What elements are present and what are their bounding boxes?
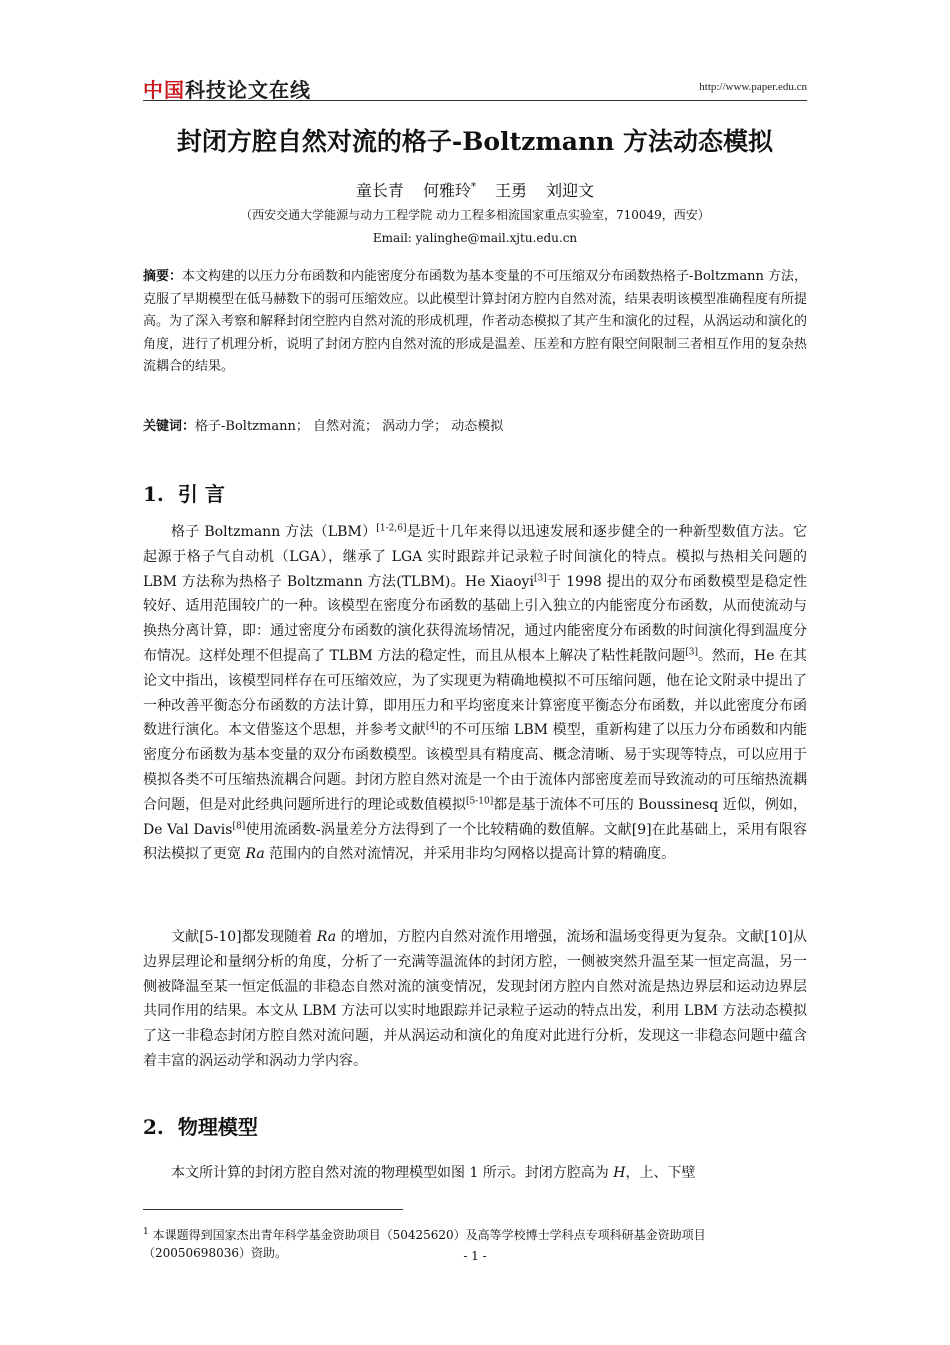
section-heading-physical-model (143, 1111, 258, 1140)
text-run: 。然而，He 在其论文中指出，该模型同样存在可压缩效应，为了实现更为精确地模拟不可压缩问题，他在论文附录中提出了一种改善平衡态分布函数的方法计算，即用压力和平均密度来计算密度平衡态分布函数，并以此密度分布函数进行演化。本文借鉴这个思想，并参考文献 (143, 647, 807, 739)
text-run: 使用流函数-涡量差分方法得到了一个比较精确的数值解。文献[9]在此基础上，采用有限容积法模拟了更宽 (143, 821, 808, 863)
text-run: 的增加，方腔内自然对流作用增强，流场和温场变得更为复杂。文献[10]从边界层理论和量纲分析的角度，分析了一充满等温流体的封闭方腔，一侧被突然升温至某一恒定高温，另一侧被降温至某一恒定低温的非稳态自然对流的演变情况，发现封闭方腔内自然对流是热边界层和运动边界层共同作用的结果。本文从 LBM 方法可以实时地跟踪并记录粒子运动的特点出发，利用 LBM 方法动态模拟了这一非稳态封闭方腔自然对流问题，并从涡运动和演化的角度对此进行分析，发现这一非稳态问题中蕴含着丰富的涡运动学和涡动力学内容。 (143, 929, 807, 1069)
logo-part-2: 科技论文在线 (185, 78, 311, 102)
text-run: ，上、下壁 (625, 1165, 696, 1181)
site-url[interactable]: http://www.paper.edu.cn (699, 81, 807, 93)
footnote-line-2: （20050698036）资助。 (143, 1246, 287, 1260)
rayleigh-symbol: Ra (245, 846, 265, 863)
section-title: 物理模型 (177, 1115, 258, 1139)
citation[interactable]: [1-2,6] (376, 523, 407, 534)
section-number: 2. (143, 1115, 164, 1139)
height-symbol: H (613, 1165, 626, 1181)
abstract-label: 摘要： (143, 269, 183, 284)
affiliation: （西安交通大学能源与动力工程学院 动力工程多相流国家重点实验室，710049，西安） (240, 208, 710, 222)
text-run: 是近十几年来得以迅速发展和逐步健全的一种新型数值方法。它起源于格子气自动机（LGA），继承了 LGA 实时跟踪并记录粒子时间演化的特点。模拟与热相关问题的 LBM 方法称为热格子 Boltzmann 方法(TLBM)。He Xiaoyi (143, 524, 808, 590)
text-run: 格子 Boltzmann 方法（LBM） (171, 524, 377, 540)
model-paragraph-1 (143, 1161, 807, 1186)
citation[interactable]: [5-10] (466, 796, 494, 807)
keywords-label: 关键词： (143, 419, 196, 434)
intro-paragraph-2 (143, 925, 807, 1074)
text-run: 范围内的自然对流情况，并采用非均匀网格以提高计算的精确度。 (264, 846, 676, 863)
citation[interactable]: [3] (685, 647, 699, 658)
page-header (143, 72, 807, 101)
intro-paragraph-1 (143, 520, 807, 867)
keywords-text: 格子-Boltzmann； 自然对流； 涡动力学； 动态模拟 (195, 419, 504, 434)
text-run: 本文所计算的封闭方腔自然对流的物理模型如图 1 所示。封闭方腔高为 (171, 1165, 614, 1181)
rayleigh-symbol: Ra (316, 929, 337, 945)
citation[interactable]: [3] (533, 572, 547, 583)
citation[interactable]: [4] (425, 721, 439, 732)
section-title: 引 言 (177, 482, 225, 506)
paper-title: 封闭方腔自然对流的格子-Boltzmann 方法动态模拟 (176, 127, 774, 156)
author-email[interactable]: Email: yalinghe@mail.xjtu.edu.cn (372, 231, 578, 245)
footnote-mark: 1 (143, 1227, 149, 1237)
footnote-line-1: 本课题得到国家杰出青年科学基金资助项目（50425620）及高等学校博士学科点专项科研基金资助项目 (152, 1228, 706, 1242)
authors-second: 王勇 刘迎文 (495, 181, 595, 200)
logo-part-1: 中国 (143, 78, 185, 102)
text-run: 文献[5-10]都发现随着 (171, 929, 317, 945)
footnote-rule (143, 1209, 403, 1210)
keywords (143, 415, 807, 434)
section-heading-introduction (143, 478, 225, 507)
section-number: 1. (143, 482, 164, 506)
text-run: 的不可压缩 LBM 模型，重新构建了以压力分布函数和内能密度分布函数为基本变量的双分布函数模型。该模型具有精度高、概念清晰、易于实现等特点，可以应用于模拟各类不可压缩热流耦合问题。封闭方腔自然对流是一个由于流体内部密度差而导致流动的可压缩热流耦合问题，但是对此经典问题所进行的理论或数值模拟 (143, 722, 807, 813)
abstract (143, 266, 807, 379)
authors-first: 童长青 何雅玲 (355, 181, 471, 200)
abstract-text: 本文构建的以压力分布函数和内能密度分布函数为基本变量的不可压缩双分布函数热格子-Boltzmann 方法，克服了早期模型在低马赫数下的弱可压缩效应。以此模型计算封闭方腔内自然对流，结果表明该模型准确程度有所提高。为了深入考察和解释封闭空腔内自然对流的形成机理，作者动态模拟了其产生和演化的过程，从涡运动和演化的角度，进行了机理分析，说明了封闭方腔内自然对流的形成是温差、压差和方腔有限空间限制三者相互作用的复杂热流耦合的结果。 (143, 269, 807, 374)
text-run: 于 1998 提出的双分布函数模型是稳定性较好、适用范围较广的一种。该模型在密度分布函数的基础上引入独立的内能密度分布函数，从而使流动与换热分离计算，即：通过密度分布函数的演化获得流场情况，通过内能密度分布函数的时间演化得到温度分布情况。这样处理不但提高了 TLBM 方法的稳定性，而且从根本上解决了粘性耗散问题 (143, 573, 808, 664)
site-logo (143, 74, 311, 103)
corresponding-mark: * (470, 181, 476, 193)
page-number: - 1 - (463, 1249, 487, 1263)
citation[interactable]: [8] (232, 820, 246, 831)
text-run: 都是基于流体不可压的 Boussinesq 近似，例如，De Val Davis (143, 796, 807, 838)
author-list (0, 178, 950, 201)
